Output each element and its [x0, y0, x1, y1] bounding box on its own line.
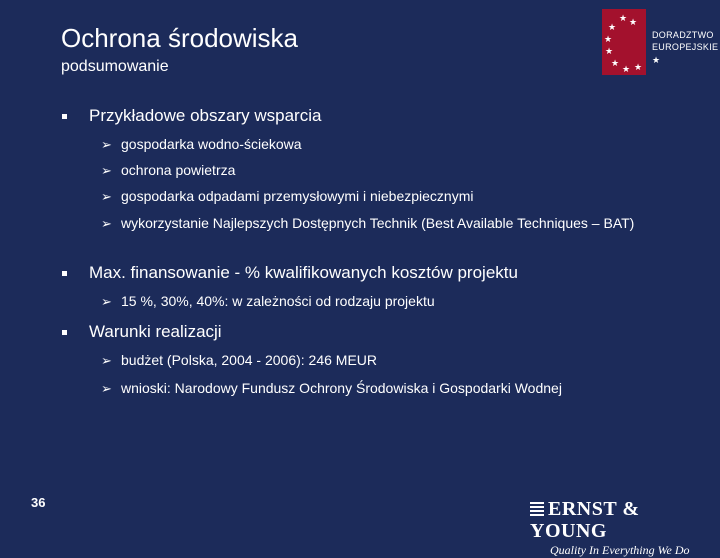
company-tagline: Quality In Everything We Do: [550, 543, 690, 557]
arrow-bullet-icon: ➢: [101, 163, 112, 178]
company-name: ERNST & YOUNG: [530, 498, 640, 542]
list-item: wnioski: Narodowy Fundusz Ochrony Środowiska i Gospodarki Wodnej: [121, 380, 562, 396]
arrow-bullet-icon: ➢: [101, 294, 112, 309]
list-item: 15 %, 30%, 40%: w zależności od rodzaju projektu: [121, 293, 435, 309]
section-heading: Max. finansowanie - % kwalifikowanych kosztów projektu: [89, 263, 518, 282]
list-item: ochrona powietrza: [121, 162, 236, 178]
slide-title: Ochrona środowiska: [61, 23, 298, 53]
brand-text: [652, 29, 718, 53]
list-item: gospodarka wodno-ściekowa: [121, 136, 302, 152]
slide-subtitle: podsumowanie: [61, 58, 169, 75]
square-bullet-icon: [62, 271, 67, 276]
section-heading: Warunki realizacji: [89, 322, 222, 341]
arrow-bullet-icon: ➢: [101, 353, 112, 368]
arrow-bullet-icon: ➢: [101, 189, 112, 204]
square-bullet-icon: [62, 330, 67, 335]
list-item: gospodarka odpadami przemysłowymi i niebezpiecznymi: [121, 188, 474, 204]
brand-line-1: DORADZTWO: [652, 30, 714, 40]
arrow-bullet-icon: ➢: [101, 216, 112, 231]
list-item: wykorzystanie Najlepszych Dostępnych Technik (Best Available Techniques – BAT): [121, 215, 635, 231]
arrow-bullet-icon: ➢: [101, 137, 112, 152]
page-number: 36: [31, 495, 46, 510]
star-icon: ★: [652, 55, 661, 65]
square-bullet-icon: [62, 114, 67, 119]
arrow-bullet-icon: ➢: [101, 381, 112, 396]
company-logo: [530, 498, 720, 558]
eu-stars-icon: ★ ★ ★ ★ ★ ★ ★ ★: [602, 9, 646, 75]
brand-line-2: EUROPEJSKIE: [652, 42, 719, 52]
list-item: budżet (Polska, 2004 - 2006): 246 MEUR: [121, 352, 378, 368]
ey-bars-icon: [530, 502, 544, 516]
section-heading: Przykładowe obszary wsparcia: [89, 106, 322, 125]
